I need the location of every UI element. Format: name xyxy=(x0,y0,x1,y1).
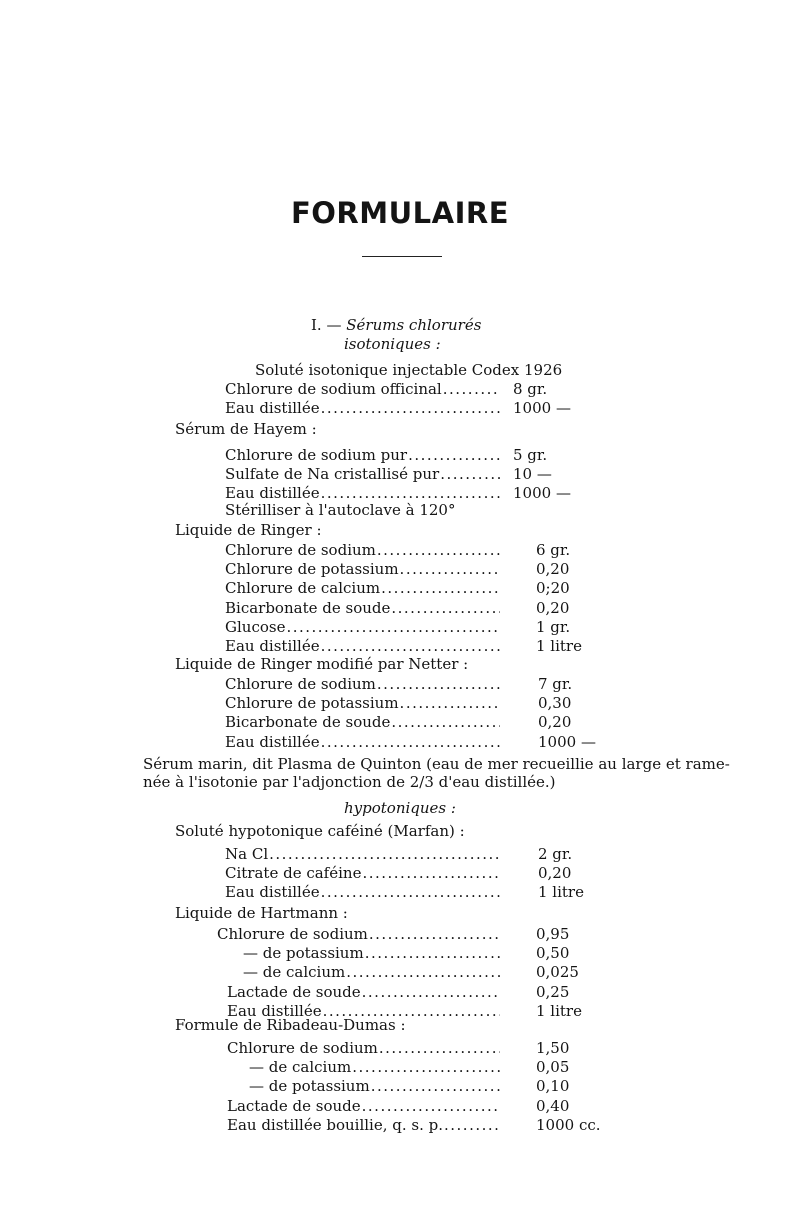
ingredient-name: — de calcium xyxy=(249,1058,352,1077)
ingredient-name: — de potassium xyxy=(249,1077,370,1096)
ingredient-quantity: 5 gr. xyxy=(513,446,548,464)
ringer-netter-heading: Liquide de Ringer modifié par Netter : xyxy=(175,655,469,673)
recipe-entry xyxy=(227,983,626,1001)
recipe-entry xyxy=(225,733,628,751)
leader-dots xyxy=(362,864,500,882)
recipe-entry xyxy=(243,944,626,962)
ingredient-quantity: 0,20 xyxy=(536,560,570,579)
leader-dots xyxy=(352,1058,500,1076)
hypotoniques-heading xyxy=(344,799,456,817)
ingredient-name: Lactade de soude xyxy=(227,982,361,1001)
marfan-heading: Soluté hypotonique caféiné (Marfan) : xyxy=(175,822,465,840)
leader-dots xyxy=(321,484,500,502)
ingredient-quantity: 0,025 xyxy=(536,963,579,982)
ingredient-quantity: 0,20 xyxy=(538,713,572,732)
recipe-entry xyxy=(225,380,603,398)
recipe-entry xyxy=(225,637,626,655)
ingredient-name: Sulfate de Na cristallisé pur xyxy=(225,465,440,484)
recipe-entry xyxy=(225,579,626,597)
leader-dots xyxy=(321,733,500,751)
ingredient-quantity: 1 litre xyxy=(536,637,582,655)
recipe-entry xyxy=(225,484,603,502)
recipe-entry xyxy=(225,465,603,483)
recipe-entry xyxy=(227,1097,626,1115)
recipe-entry xyxy=(225,446,603,464)
ingredient-quantity: 1000 cc. xyxy=(536,1115,601,1134)
ingredient-quantity: 0;20 xyxy=(536,579,570,598)
recipe-entry xyxy=(225,618,626,636)
ingredient-quantity: 0,50 xyxy=(536,944,570,963)
ingredient-name: Chlorure de sodium officinal xyxy=(225,380,442,398)
serum-marin-line1: Sérum marin, dit Plasma de Quinton (eau de mer recueillie au large et rame- xyxy=(143,755,730,773)
recipe-entry xyxy=(225,864,628,882)
ingredient-quantity: 1000 — xyxy=(538,732,596,751)
page-title: FORMULAIRE xyxy=(290,196,510,230)
leader-dots xyxy=(408,446,500,464)
section-1-title-line2 xyxy=(344,335,441,353)
ingredient-name: — de potassium xyxy=(243,944,364,963)
ingredient-quantity: 1 litre xyxy=(536,1001,582,1020)
leader-dots xyxy=(371,1077,500,1095)
ingredient-name: Chlorure de sodium xyxy=(225,541,376,559)
ingredient-quantity: 1 gr. xyxy=(536,617,571,636)
ingredient-quantity: 10 — xyxy=(513,465,552,484)
ingredient-name: Chlorure de sodium xyxy=(225,675,376,693)
recipe-entry xyxy=(225,694,628,712)
leader-dots xyxy=(321,637,500,655)
leader-dots xyxy=(391,713,500,731)
leader-dots xyxy=(400,560,500,578)
recipe-entry xyxy=(225,713,628,731)
ingredient-name: Eau distillée xyxy=(225,883,320,902)
leader-dots xyxy=(369,925,500,943)
section-1-heading xyxy=(311,316,481,334)
recipe-entry xyxy=(227,1116,626,1134)
ingredient-quantity: 1,50 xyxy=(536,1039,570,1057)
ingredient-quantity: 2 gr. xyxy=(538,845,573,863)
leader-dots xyxy=(286,618,500,636)
ingredient-name: Chlorure de potassium xyxy=(225,694,399,713)
ingredient-quantity: 1000 — xyxy=(513,399,571,418)
leader-dots xyxy=(362,983,500,1001)
codex-heading: Soluté isotonique injectable Codex 1926 xyxy=(255,361,563,379)
hayem-heading: Sérum de Hayem : xyxy=(175,420,317,438)
ingredient-name: — de calcium xyxy=(243,963,346,982)
recipe-entry xyxy=(249,1077,626,1095)
serum-marin-line2: née à l'isotonie par l'adjonction de 2/3 d'eau distillée.) xyxy=(143,773,556,791)
ingredient-name: Eau distillée xyxy=(225,732,320,751)
leader-dots xyxy=(346,963,500,981)
recipe-entry xyxy=(225,541,626,559)
ingredient-name: Citrate de caféine xyxy=(225,864,362,883)
recipe-entry xyxy=(225,883,628,901)
ingredient-quantity: 0,20 xyxy=(538,864,572,883)
ingredient-quantity: 1000 — xyxy=(513,484,571,503)
ingredient-name: Chlorure de sodium xyxy=(227,1039,378,1057)
ingredient-quantity: 0,95 xyxy=(536,925,570,943)
ingredient-quantity: 7 gr. xyxy=(538,675,573,693)
hartmann-heading: Liquide de Hartmann : xyxy=(175,904,348,922)
ingredient-name: Chlorure de sodium pur xyxy=(225,446,408,464)
ingredient-name: Eau distillée xyxy=(225,484,320,503)
section-1-subtitle: isotoniques : xyxy=(344,335,441,353)
leader-dots xyxy=(400,694,500,712)
leader-dots xyxy=(377,541,500,559)
recipe-entry xyxy=(225,399,603,417)
leader-dots xyxy=(443,380,500,398)
recipe-entry xyxy=(225,675,628,693)
leader-dots xyxy=(321,399,500,417)
ingredient-name: Eau distillée xyxy=(225,637,320,655)
ingredient-quantity: 6 gr. xyxy=(536,541,571,559)
ingredient-quantity: 0,20 xyxy=(536,598,570,617)
title-rule xyxy=(362,256,442,257)
ingredient-name: Chlorure de potassium xyxy=(225,560,399,579)
ribadeau-heading: Formule de Ribadeau-Dumas : xyxy=(175,1016,406,1034)
ingredient-name: Na Cl xyxy=(225,845,269,863)
leader-dots xyxy=(362,1097,500,1115)
ingredient-name: Chlorure de calcium xyxy=(225,579,381,598)
ingredient-name: Eau distillée xyxy=(225,399,320,418)
recipe-entry xyxy=(243,963,626,981)
leader-dots xyxy=(440,465,500,483)
ingredient-name: Chlorure de sodium xyxy=(217,925,368,943)
section-1-title-line1: Sérums chlorurés xyxy=(346,316,482,334)
ingredient-name: Eau distillée xyxy=(227,1001,322,1020)
ingredient-quantity: 0,40 xyxy=(536,1096,570,1115)
hypotoniques-title: hypotoniques : xyxy=(344,799,456,817)
recipe-entry xyxy=(225,560,626,578)
recipe-entry xyxy=(225,845,628,863)
ringer-heading: Liquide de Ringer : xyxy=(175,521,322,539)
ingredient-quantity: 0,10 xyxy=(536,1077,570,1096)
recipe-entry xyxy=(217,925,626,943)
leader-dots xyxy=(379,1039,500,1057)
section-1-number: I. — xyxy=(311,316,342,334)
ingredient-name: Glucose xyxy=(225,617,286,636)
ingredient-quantity: 0,30 xyxy=(538,694,572,713)
ingredient-quantity: 0,25 xyxy=(536,982,570,1001)
ingredient-quantity: 8 gr. xyxy=(513,380,548,398)
leader-dots xyxy=(365,944,500,962)
ingredient-name: Bicarbonate de soude xyxy=(225,713,391,732)
leader-dots xyxy=(321,883,500,901)
leader-dots xyxy=(391,599,500,617)
recipe-entry xyxy=(249,1058,626,1076)
recipe-entry xyxy=(227,1039,626,1057)
ingredient-name: Eau distillée bouillie, q. s. p. xyxy=(227,1115,443,1134)
leader-dots xyxy=(444,1116,500,1134)
leader-dots xyxy=(377,675,500,693)
ingredient-name: Bicarbonate de soude xyxy=(225,598,391,617)
leader-dots xyxy=(381,579,500,597)
ingredient-name: Lactade de soude xyxy=(227,1096,361,1115)
ingredient-quantity: 0,05 xyxy=(536,1058,570,1077)
ingredient-quantity: 1 litre xyxy=(538,883,584,902)
recipe-entry xyxy=(225,599,626,617)
leader-dots xyxy=(269,845,500,863)
hayem-note: Stérilliser à l'autoclave à 120° xyxy=(225,501,456,519)
